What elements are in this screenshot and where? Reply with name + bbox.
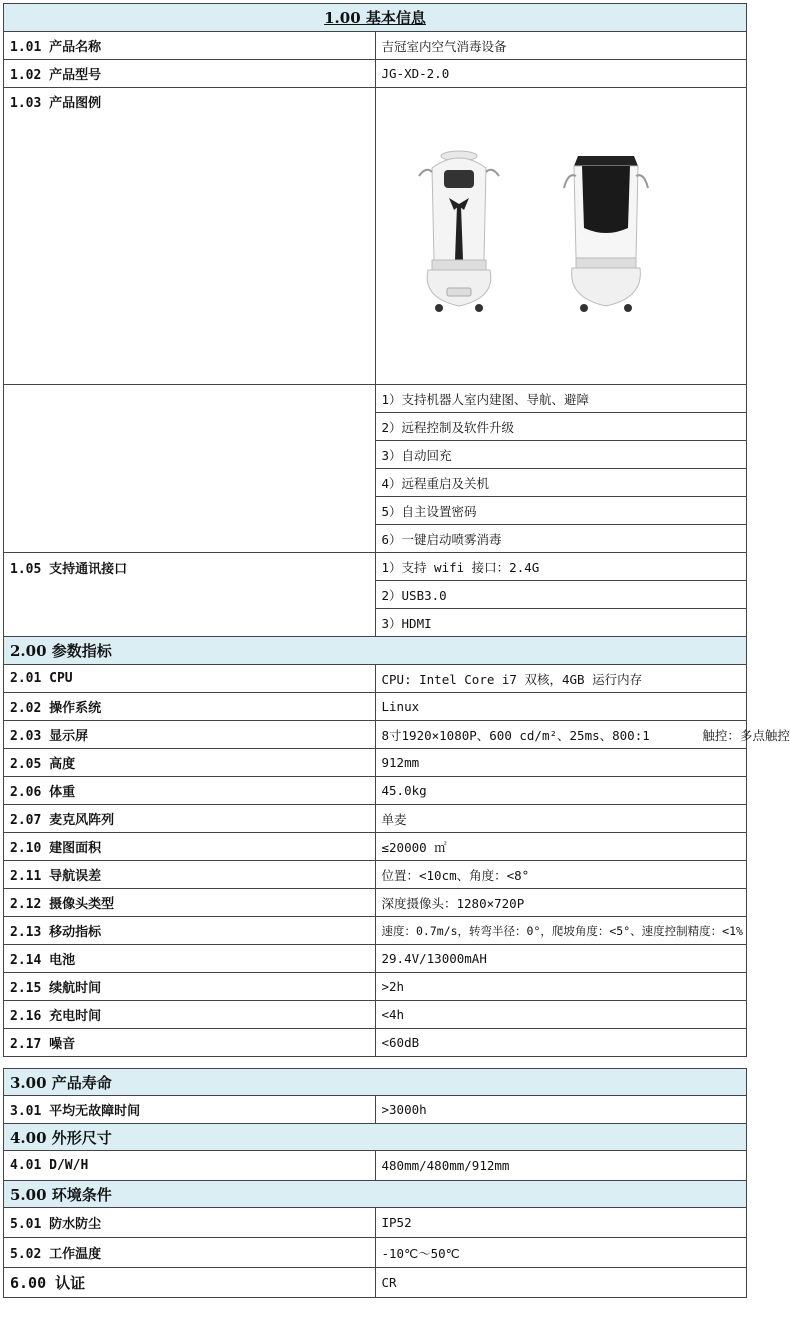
table-row xyxy=(4,1029,747,1057)
row-label: 2.05 高度 xyxy=(4,749,376,777)
features-label-cell xyxy=(4,385,376,553)
table-row xyxy=(4,385,747,413)
table-row xyxy=(4,665,747,693)
section-life-header xyxy=(4,1069,747,1096)
feature-item: 4）远程重启及关机 xyxy=(375,469,747,497)
robot-image-white xyxy=(414,148,504,318)
row-label: 2.12 摄像头类型 xyxy=(4,889,376,917)
row-label: 5.02 工作温度 xyxy=(4,1238,376,1268)
table-row xyxy=(4,60,747,88)
row-value: IP52 xyxy=(375,1208,747,1238)
feature-item: 5）自主设置密码 xyxy=(375,497,747,525)
row-value: Linux xyxy=(375,693,747,721)
section-title: 3.00 产品寿命 xyxy=(4,1069,747,1096)
comm-item: 3）HDMI xyxy=(375,609,747,637)
row-value: JG-XD-2.0 xyxy=(375,60,747,88)
row-label: 2.02 操作系统 xyxy=(4,693,376,721)
table-row xyxy=(4,693,747,721)
table-row xyxy=(4,945,747,973)
table-row xyxy=(4,1001,747,1029)
spec-table-main xyxy=(3,3,790,1057)
row-value: 45.0kg xyxy=(375,777,747,805)
table-row xyxy=(4,805,747,833)
row-label: 1.02 产品型号 xyxy=(4,60,376,88)
table-row xyxy=(4,861,747,889)
row-label: 6.00 认证 xyxy=(4,1268,376,1298)
row-value: -10℃～50℃ xyxy=(375,1238,747,1268)
row-label: 2.14 电池 xyxy=(4,945,376,973)
table-row xyxy=(4,973,747,1001)
row-value: CPU: Intel Core i7 双核，4GB 运行内存 xyxy=(375,665,747,693)
feature-item: 3）自动回充 xyxy=(375,441,747,469)
section-dims-header xyxy=(4,1124,747,1151)
table-row xyxy=(4,32,747,60)
spec-table-secondary xyxy=(3,1068,747,1298)
section-basic-header xyxy=(4,4,747,32)
row-label: 2.07 麦克风阵列 xyxy=(4,805,376,833)
row-value: <4h xyxy=(375,1001,747,1029)
row-value: 480mm/480mm/912mm xyxy=(375,1151,747,1181)
row-value: >2h xyxy=(375,973,747,1001)
row-label: 2.16 充电时间 xyxy=(4,1001,376,1029)
robot-image-black xyxy=(558,148,654,318)
row-label: 2.13 移动指标 xyxy=(4,917,376,945)
row-value: 912mm xyxy=(375,749,747,777)
row-label: 2.15 续航时间 xyxy=(4,973,376,1001)
table-row xyxy=(4,1268,747,1298)
table-row xyxy=(4,553,747,581)
row-label: 2.06 体重 xyxy=(4,777,376,805)
row-label: 3.01 平均无故障时间 xyxy=(4,1096,376,1124)
table-row xyxy=(4,889,747,917)
table-row xyxy=(4,1096,747,1124)
row-label: 2.10 建图面积 xyxy=(4,833,376,861)
feature-item: 6）一键启动喷雾消毒 xyxy=(375,525,747,553)
table-row xyxy=(4,1238,747,1268)
row-value: 位置：<10cm、角度：<8° xyxy=(375,861,747,889)
product-image-cell xyxy=(375,88,747,385)
row-value: <60dB xyxy=(375,1029,747,1057)
row-value: 速度：0.7m/s，转弯半径：0°，爬坡角度：<5°、速度控制精度：<1% xyxy=(375,917,747,945)
table-row xyxy=(4,88,747,385)
table-row xyxy=(4,777,747,805)
row-value: 单麦 xyxy=(375,805,747,833)
row-label: 2.01 CPU xyxy=(4,665,376,693)
table-row xyxy=(4,1151,747,1181)
row-value: >3000h xyxy=(375,1096,747,1124)
table-row xyxy=(4,1208,747,1238)
row-label: 2.11 导航误差 xyxy=(4,861,376,889)
section-params-header xyxy=(4,637,747,665)
row-value: ≤20000 ㎡ xyxy=(375,833,747,861)
comm-item: 2）USB3.0 xyxy=(375,581,747,609)
row-value: 吉冠室内空气消毒设备 xyxy=(375,32,747,60)
row-value: 8寸1920×1080P、600 cd/m²、25ms、800:1 触控：多点触控 xyxy=(375,721,747,749)
table-row xyxy=(4,721,747,749)
row-value: CR xyxy=(375,1268,747,1298)
row-label: 1.01 产品名称 xyxy=(4,32,376,60)
comm-item: 1）支持 wifi 接口：2.4G xyxy=(375,553,747,581)
row-value: 深度摄像头：1280×720P xyxy=(375,889,747,917)
feature-item: 1）支持机器人室内建图、导航、避障 xyxy=(375,385,747,413)
section-title: 2.00 参数指标 xyxy=(4,637,747,665)
table-row xyxy=(4,749,747,777)
table-row xyxy=(4,833,747,861)
row-label: 5.01 防水防尘 xyxy=(4,1208,376,1238)
row-label: 1.05 支持通讯接口 xyxy=(4,553,376,637)
row-label: 4.01 D/W/H xyxy=(4,1151,376,1181)
table-row xyxy=(4,917,747,945)
row-label: 1.03 产品图例 xyxy=(4,88,376,385)
row-value: 29.4V/13000mAH xyxy=(375,945,747,973)
section-title: 1.00 基本信息 xyxy=(4,4,747,32)
row-label: 2.03 显示屏 xyxy=(4,721,376,749)
section-title: 4.00 外形尺寸 xyxy=(4,1124,747,1151)
row-label: 2.17 噪音 xyxy=(4,1029,376,1057)
section-env-header xyxy=(4,1181,747,1208)
section-title: 5.00 环境条件 xyxy=(4,1181,747,1208)
feature-item: 2）远程控制及软件升级 xyxy=(375,413,747,441)
